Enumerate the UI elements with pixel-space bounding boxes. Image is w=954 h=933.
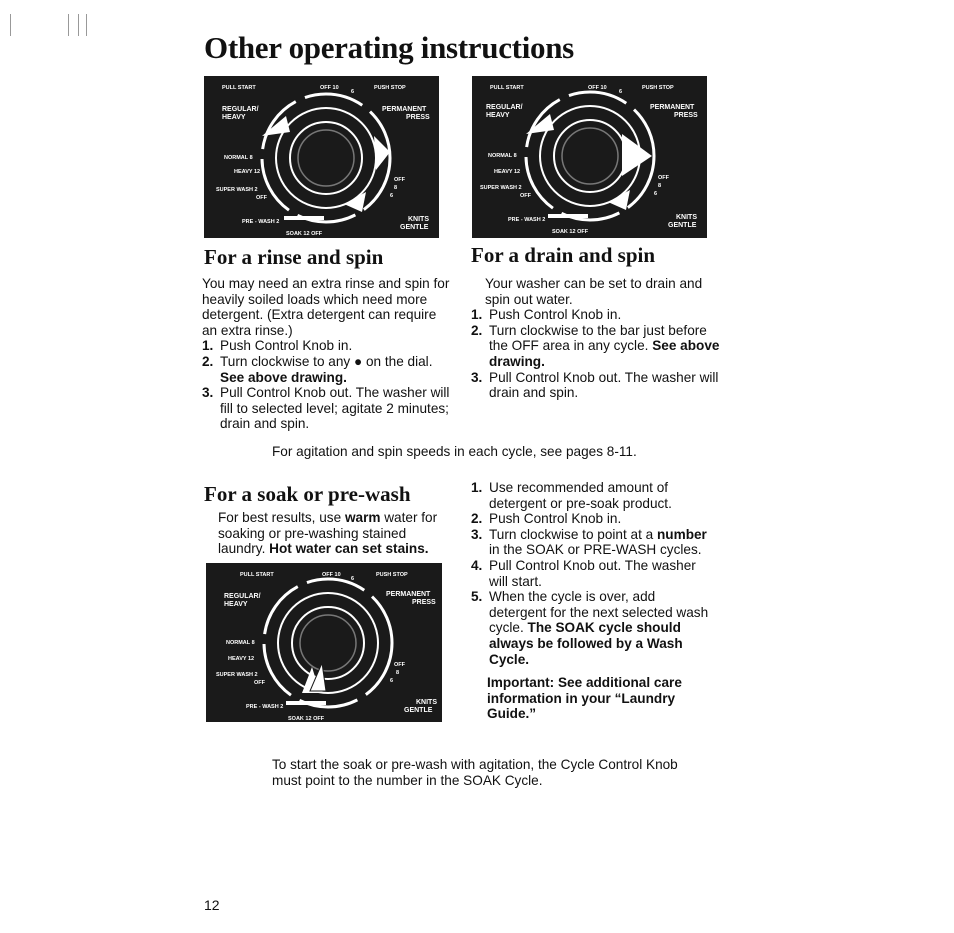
soak-section [471,480,716,722]
drain-intro: Your washer can be set to drain and spin out water. [485,276,703,307]
drain-heading: For a drain and spin [471,243,656,267]
list-item: 1. Use recommended amount of detergent or pre-soak product. [471,480,672,511]
list-item: 3. Pull Control Knob out. The washer will drain and spin. [471,369,719,401]
list-item: 1. Push Control Knob in. [202,338,353,354]
important-note: Important: See additional care information in your “Laundry Guide.” [487,675,682,722]
list-item: 3. Turn clockwise to point at a number in the SOAK or PRE-WASH cycles. [471,526,707,558]
list-item: 2. Turn clockwise to the bar just before the OFF area in any cycle. See above drawing. [471,322,720,369]
dial-knob-graphic [206,563,442,722]
list-item: 4. Pull Control Knob out. The washer will start. [471,557,696,589]
rinse-section [202,276,450,432]
rinse-steps [202,338,450,432]
rinse-intro: You may need an extra rinse and spin for heavily soiled loads which need more detergent. (Extra detergent can require an extra rinse.) [202,276,450,338]
list-item: 2. Turn clockwise to any ● on the dial. See above drawing. [202,353,433,385]
list-item: 2. Push Control Knob in. [471,511,622,527]
control-dial-rinse: PULL START OFF 10 6 PUSH STOP REGULAR/ HEAVY PERMANENT PRESS NORMAL 8 HEAVY 12 SUPER WASH 2 OFF OFF 8 6 PRE - WASH 2 SOAK 12 OFF KNITS GENTLE [204,76,439,238]
page-number: 12 [204,897,220,913]
dial-knob-graphic [472,76,707,238]
dial-knob-graphic [204,76,439,238]
list-item: 1. Push Control Knob in. [471,307,622,323]
page-title: Other operating instructions [204,30,574,65]
rinse-heading: For a rinse and spin [204,245,384,269]
speeds-note: For agitation and spin speeds in each cycle, see pages 8-11. [272,444,637,459]
list-item: 5. When the cycle is over, add detergent for the next selected wash cycle. The SOAK cycle should always be followed by a Wash Cycle. [471,589,709,667]
control-dial-soak: PULL START OFF 10 6 PUSH STOP REGULAR/ HEAVY PERMANENT PRESS NORMAL 8 HEAVY 12 SUPER WASH 2 OFF OFF 8 6 PRE - WASH 2 SOAK 12 OFF KNITS GENTLE [206,563,442,722]
soak-intro: For best results, use warm water for soaking or pre-washing stained laundry. Hot water can set stains. [218,510,438,557]
drain-steps [471,307,726,401]
drain-section [471,276,726,401]
control-dial-drain: PULL START OFF 10 6 PUSH STOP REGULAR/ HEAVY PERMANENT PRESS NORMAL 8 HEAVY 12 SUPER WASH 2 OFF OFF 8 6 PRE - WASH 2 SOAK 12 OFF KNITS GENTLE [472,76,707,238]
list-item: 3. Pull Control Knob out. The washer will fill to selected level; agitate 2 minutes; drain and spin. [202,385,450,432]
footer-note: To start the soak or pre-wash with agitation, the Cycle Control Knob must point to the number in the SOAK Cycle. [272,757,678,788]
scan-marks [8,14,98,38]
soak-steps [471,480,716,667]
soak-heading: For a soak or pre-wash [204,482,411,506]
